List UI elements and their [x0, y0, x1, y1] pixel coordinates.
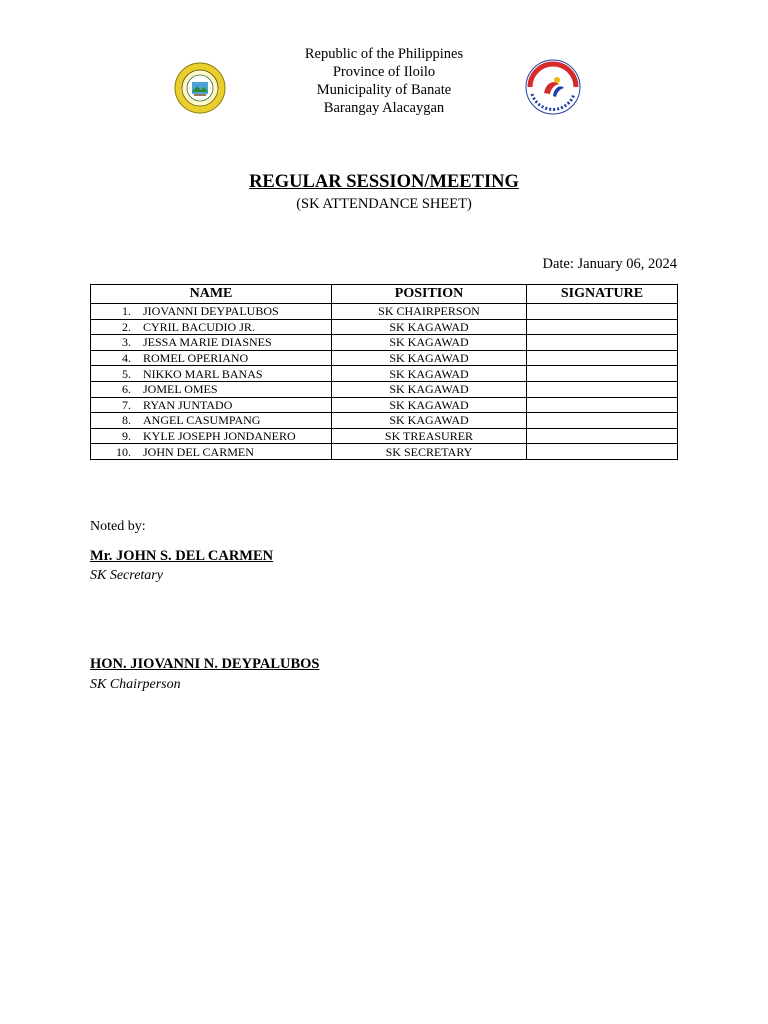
position-cell: SK CHAIRPERSON [332, 304, 527, 320]
position-cell: SK TREASURER [332, 428, 527, 444]
noted-by-label: Noted by: [90, 519, 146, 534]
row-number: 7. [122, 397, 131, 412]
signature-cell [527, 350, 678, 366]
document-date: Date: January 06, 2024 [542, 256, 677, 272]
member-name: ANGEL CASUMPANG [143, 413, 261, 428]
signature-cell [527, 366, 678, 382]
name-cell [91, 397, 332, 413]
header-line-municipality: Municipality of Banate [316, 82, 452, 98]
column-header-signature: SIGNATURE [527, 285, 678, 304]
signature-cell [527, 413, 678, 429]
signature-cell [527, 397, 678, 413]
header-line-province: Province of Iloilo [332, 64, 436, 80]
document-subtitle: (SK ATTENDANCE SHEET) [296, 196, 472, 212]
header-line-country: Republic of the Philippines [304, 46, 464, 62]
member-name: NIKKO MARL BANAS [143, 366, 263, 381]
name-cell [91, 304, 332, 320]
table-header-row [91, 285, 678, 304]
member-name: ROMEL OPERIANO [143, 351, 249, 366]
name-cell [91, 335, 332, 351]
position-cell: SK KAGAWAD [332, 366, 527, 382]
table-row [91, 319, 678, 335]
member-name: JOHN DEL CARMEN [143, 444, 254, 459]
member-name: KYLE JOSEPH JONDANERO [143, 429, 296, 444]
row-number: 5. [122, 366, 131, 381]
table-row [91, 350, 678, 366]
position-cell: SK KAGAWAD [332, 350, 527, 366]
signature-cell [527, 381, 678, 397]
table-row [91, 366, 678, 382]
signature-cell [527, 319, 678, 335]
signature-cell [527, 335, 678, 351]
member-name: RYAN JUNTADO [143, 397, 233, 412]
secretary-role: SK Secretary [90, 568, 163, 583]
table-row [91, 381, 678, 397]
position-cell: SK KAGAWAD [332, 413, 527, 429]
position-cell: SK SECRETARY [332, 444, 527, 460]
position-cell: SK KAGAWAD [332, 397, 527, 413]
chairperson-name: HON. JIOVANNI N. DEYPALUBOS [90, 656, 320, 672]
sk-logo-icon [524, 58, 582, 116]
row-number: 1. [122, 304, 131, 319]
barangay-seal-icon [174, 62, 226, 114]
row-number: 9. [122, 429, 131, 444]
member-name: JOMEL OMES [143, 382, 218, 397]
signature-cell [527, 444, 678, 460]
table-row [91, 413, 678, 429]
name-cell [91, 413, 332, 429]
row-number: 10. [116, 444, 131, 459]
column-header-position: POSITION [332, 285, 527, 304]
name-cell [91, 319, 332, 335]
header-line-barangay: Barangay Alacaygan [323, 100, 445, 116]
row-number: 6. [122, 382, 131, 397]
name-cell [91, 350, 332, 366]
position-cell: SK KAGAWAD [332, 319, 527, 335]
row-number: 3. [122, 335, 131, 350]
name-cell [91, 428, 332, 444]
secretary-name: Mr. JOHN S. DEL CARMEN [90, 548, 274, 564]
member-name: JESSA MARIE DIASNES [143, 335, 272, 350]
row-number: 8. [122, 413, 131, 428]
table-row [91, 335, 678, 351]
position-cell: SK KAGAWAD [332, 381, 527, 397]
table-row [91, 304, 678, 320]
member-name: CYRIL BACUDIO JR. [143, 319, 255, 334]
signature-cell [527, 428, 678, 444]
chairperson-role: SK Chairperson [90, 677, 181, 692]
document-title: REGULAR SESSION/MEETING [249, 172, 519, 192]
table-row [91, 397, 678, 413]
row-number: 4. [122, 351, 131, 366]
table-row [91, 428, 678, 444]
table-row [91, 444, 678, 460]
letterhead [234, 45, 534, 117]
row-number: 2. [122, 319, 131, 334]
column-header-name: NAME [91, 285, 332, 304]
name-cell [91, 444, 332, 460]
name-cell [91, 381, 332, 397]
position-cell: SK KAGAWAD [332, 335, 527, 351]
attendance-table [90, 284, 678, 460]
signature-cell [527, 304, 678, 320]
name-cell [91, 366, 332, 382]
member-name: JIOVANNI DEYPALUBOS [143, 304, 279, 319]
